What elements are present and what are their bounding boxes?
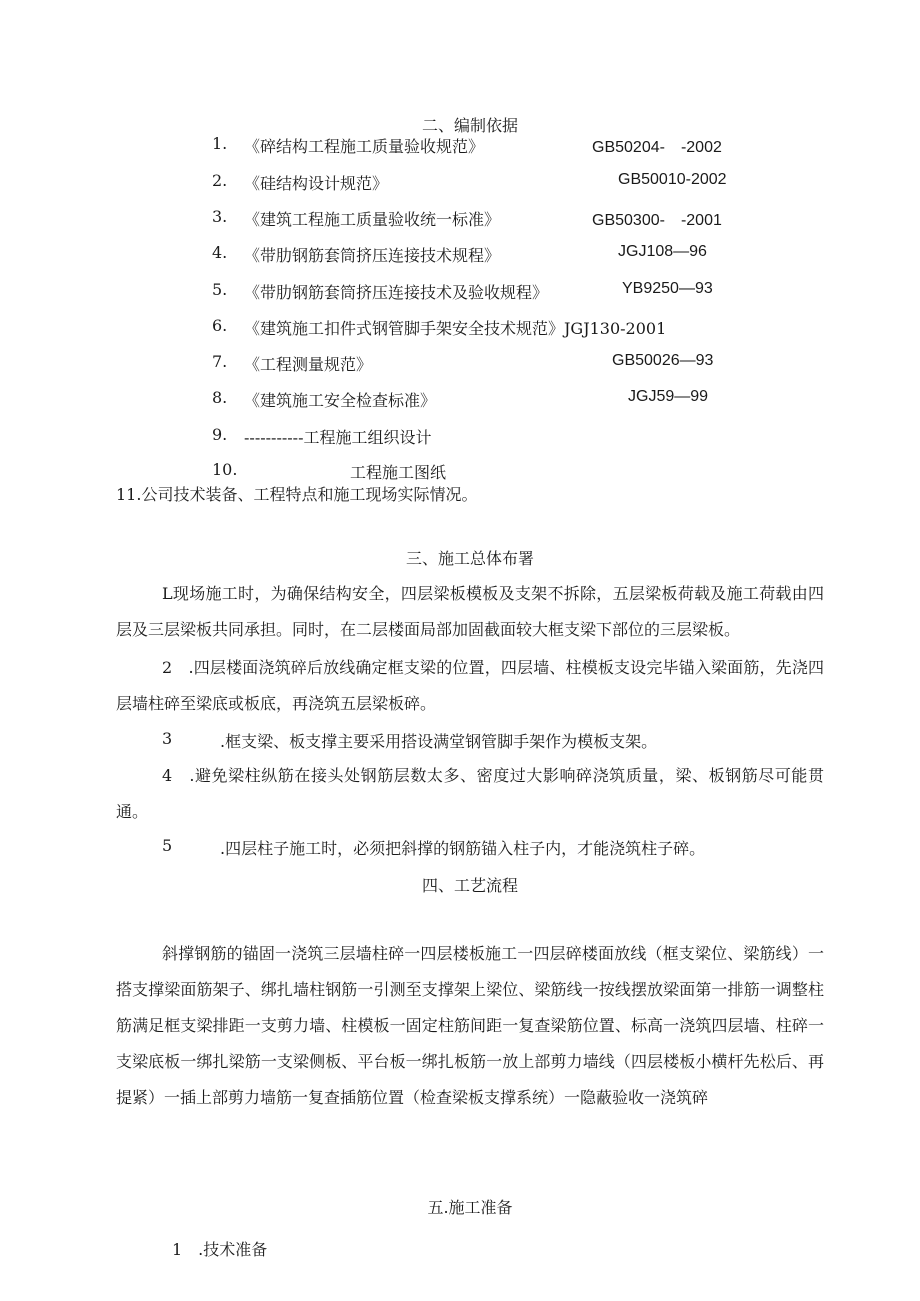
reference-item-10 [0,460,920,482]
reference-code: YB9250—93 [622,280,713,297]
reference-item-4 [0,243,920,265]
reference-number: 8. [212,388,228,407]
reference-number: 2. [212,171,228,190]
deployment-paragraph-2: 2 .四层楼面浇筑碎后放线确定框支梁的位置，四层墙、柱模板支设完毕锚入梁面筋，先浇四层墙柱碎至梁底或板底，再浇筑五层梁板碎。 [116,658,824,713]
reference-item-8 [0,388,920,410]
reference-item-3 [0,207,920,229]
section-title-process: 四、工艺流程 [421,876,518,895]
reference-number: 6. [212,316,228,335]
reference-number: 4. [212,243,228,262]
reference-title: -----------工程施工组织设计 [244,428,432,447]
reference-item-11: 11.公司技术装备、工程特点和施工现场实际情况。 [116,485,478,504]
item-number: 5 [162,836,173,855]
reference-code: JGJ108—96 [618,243,707,260]
section-title-deployment: 三、施工总体布署 [405,549,534,568]
reference-code: GB50010-2002 [618,171,727,188]
preparation-item-1: 1 .技术准备 [172,1240,268,1259]
reference-item-5 [0,280,920,302]
reference-item-6 [0,316,920,338]
reference-number: 9. [212,425,228,444]
reference-item-2 [0,171,920,193]
deployment-paragraph-4: 4 .避免梁柱纵筋在接头处钢筋层数太多、密度过大影响碎浇筑质量，梁、板钢筋尽可能贯通。 [116,766,824,821]
reference-number: 1. [212,134,228,153]
reference-title: 《碎结构工程施工质量验收规范》 [244,137,485,156]
reference-code: JGJ59—99 [628,388,709,405]
reference-item-9 [0,425,920,447]
reference-title: 《带肋钢筋套筒挤压连接技术规程》 [244,246,501,265]
process-paragraph: 斜撑钢筋的锚固一浇筑三层墙柱碎一四层楼板施工一四层碎楼面放线（框支梁位、梁筋线）一搭支撑梁面筋架子、绑扎墙柱钢筋一引测至支撑架上梁位、梁筋线一按线摆放梁面第一排筋一调整柱筋满足框支梁排距一支剪力墙、柱模板一固定柱筋间距一复查梁筋位置、标高一浇筑四层墙、柱碎一支梁底板一绑扎梁筋一支梁侧板、平台板一绑扎板筋一放上部剪力墙线（四层楼板小横杆先松后、再提紧）一插上部剪力墙筋一复查插筋位置（检查梁板支撑系统）一隐蔽验收一浇筑碎 [116,944,824,1107]
reference-number: 3. [212,207,228,226]
reference-title: 《建筑施工安全检查标准》 [244,391,437,410]
reference-number: 5. [212,280,228,299]
deployment-paragraph-1: L现场施工时，为确保结构安全，四层梁板模板及支架不拆除，五层梁板荷载及施工荷载由四层及三层梁板共同承担。同时，在二层楼面局部加固截面较大框支梁下部位的三层梁板。 [116,584,824,639]
reference-title: 《建筑工程施工质量验收统一标准》 [244,210,501,229]
reference-title: 《带肋钢筋套筒挤压连接技术及验收规程》 [244,283,549,302]
deployment-paragraph-3 [162,729,762,751]
reference-number: 10. [212,460,238,479]
item-text: .框支梁、板支撑主要采用搭设满堂钢管脚手架作为模板支架。 [220,732,658,751]
section-title-preparation: 五.施工准备 [427,1198,513,1217]
reference-code: GB50204- -2002 [592,139,722,156]
reference-title: 《工程测量规范》 [244,355,373,374]
item-text: .四层柱子施工时，必须把斜撑的钢筋锚入柱子内，才能浇筑柱子碎。 [220,839,706,858]
reference-code: GB50300- -2001 [592,212,722,229]
reference-code: GB50026—93 [612,352,714,369]
deployment-paragraph-5 [162,836,762,858]
reference-title: 《硅结构设计规范》 [244,174,389,193]
section-title-basis: 二、编制依据 [421,116,518,135]
reference-item-1 [0,134,920,156]
reference-item-7 [0,352,920,374]
reference-number: 7. [212,352,228,371]
item-number: 3 [162,729,173,748]
reference-title: 工程施工图纸 [350,463,447,482]
reference-title: 《建筑施工扣件式钢管脚手架安全技术规范》JGJ130-2001 [244,319,667,338]
